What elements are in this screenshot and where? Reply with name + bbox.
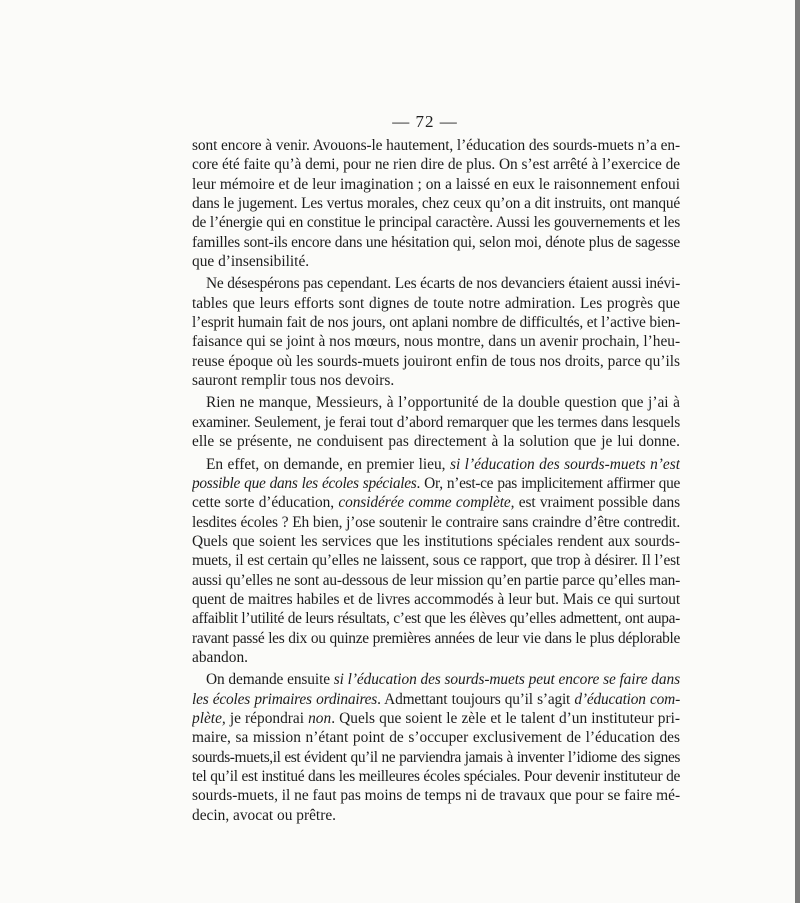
text-line xyxy=(192,786,680,805)
text-run: core été faite qu’à demi, pour ne rien dire de plus. On s’est arrêté à l’exercice de xyxy=(192,156,680,174)
text-line xyxy=(192,709,680,728)
text-line xyxy=(192,532,680,551)
text-line xyxy=(192,175,680,194)
text-line xyxy=(192,371,680,390)
italic-run: les écoles primaires ordinaires xyxy=(192,690,378,708)
text-run: Rien ne manque, Messieurs, à l’opportunité de la double question que j’ai à xyxy=(206,394,680,412)
text-run: cette sorte d’éducation, xyxy=(192,494,339,512)
text-line xyxy=(192,590,680,609)
text-run: sauront remplir tous nos devoirs. xyxy=(192,372,395,390)
text-line xyxy=(192,728,680,747)
text-line xyxy=(192,233,680,252)
text-run: . Quels que soient le zèle et le talent d’un instituteur pri- xyxy=(331,709,680,727)
text-line xyxy=(192,513,680,532)
text-line xyxy=(192,155,680,174)
text-run: leur mémoire et de leur imagination ; on a laissé en eux le raisonnement enfoui xyxy=(192,175,680,193)
text-line xyxy=(192,629,680,648)
text-run: En effet, on demande, en premier lieu, xyxy=(206,455,450,473)
italic-run: plète, xyxy=(192,709,226,727)
text-run: est vraiment possible dans xyxy=(514,494,680,512)
text-line xyxy=(192,609,680,628)
text-line xyxy=(192,806,680,825)
text-run: dans le jugement. Les vertus morales, chez ceux qu’on a dit instruits, ont manqué xyxy=(192,195,680,213)
italic-run: possible que dans les écoles spéciales xyxy=(192,474,417,492)
text-run: quent de maitres habiles et de livres accommodés à leur but. Mais ce qui surtout xyxy=(192,590,680,608)
text-run: . Or, n’est-ce pas implicitement affirmer que xyxy=(416,474,680,492)
text-run: sourds-muets, il ne faut pas moins de temps ni de travaux que pour se faire mé- xyxy=(192,787,680,805)
text-line xyxy=(192,393,680,412)
text-run: Ne désespérons pas cependant. Les écarts de nos devanciers étaient aussi inévi- xyxy=(206,275,680,293)
text-line xyxy=(192,493,680,512)
text-run: On demande ensuite xyxy=(206,671,334,689)
text-run: abandon. xyxy=(192,648,248,666)
text-line xyxy=(192,274,680,293)
text-line xyxy=(192,648,680,667)
text-run: familles sont-ils encore dans une hésitation qui, selon moi, dénote plus de sagesse xyxy=(192,233,680,251)
text-run: sont encore à venir. Avouons-le hautement, l’éducation des sourds-muets n’a en- xyxy=(192,137,680,154)
italic-run: si l’éducation des sourds-muets peut encore se faire dans xyxy=(333,671,680,689)
text-run: reuse époque où les sourds-muets jouiront enfin de tous nos droits, parce qu’ils xyxy=(192,352,680,370)
text-run: tel qu’il est institué dans les meilleures écoles spéciales. Pour devenir instituteur de xyxy=(192,768,680,785)
text-run: examiner. Seulement, je ferai tout d’abord remarquer que les termes dans lesquels xyxy=(192,413,680,431)
text-run: maire, sa mission n’étant point de s’occuper exclusivement de l’éducation des xyxy=(192,729,680,747)
text-line xyxy=(192,455,680,474)
text-line xyxy=(192,474,680,493)
text-run: decin, avocat ou prêtre. xyxy=(192,806,337,824)
text-line xyxy=(192,194,680,213)
text-line xyxy=(192,332,680,351)
text-run: affaiblit l’utilité de leurs résultats, c’est que les élèves qu’elles admettent, ont aupa- xyxy=(192,610,680,628)
body-text xyxy=(192,136,680,825)
text-run: aussi qu’elles ne sont au-dessous de leur mission qu’en partie parce qu’elles man- xyxy=(192,571,680,589)
text-run: tables que leurs efforts sont dignes de toute notre admiration. Les progrès que xyxy=(192,294,680,312)
italic-run: considérée comme complète, xyxy=(338,494,515,512)
italic-run: d’éducation com- xyxy=(574,690,680,708)
text-run: . Admettant toujours qu’il s’agit xyxy=(377,690,575,708)
text-line xyxy=(192,413,680,432)
text-line xyxy=(192,432,680,451)
text-line xyxy=(192,551,680,570)
text-line xyxy=(192,670,680,689)
scan-edge xyxy=(795,0,800,903)
text-run: sourds-muets,il est évident qu’il ne parviendra jamais à inventer l’idiome des signes xyxy=(192,748,680,766)
text-run: elle se présente, ne conduisent pas directement à la solution que je lui donne. xyxy=(192,433,680,451)
text-run: muets, il est certain qu’elles ne laissent, sous ce rapport, que trop à désirer. Il l’est xyxy=(192,552,680,570)
text-run: que d’insensibilité. xyxy=(192,253,310,271)
text-line xyxy=(192,294,680,313)
text-line xyxy=(192,748,680,767)
text-line xyxy=(192,352,680,371)
text-run: l’esprit humain fait de nos jours, ont aplani nombre de difficultés, et l’active bien- xyxy=(192,314,680,332)
text-line xyxy=(192,252,680,271)
text-line xyxy=(192,690,680,709)
page-number: — 72 — xyxy=(392,112,458,131)
text-line xyxy=(192,313,680,332)
text-line xyxy=(192,213,680,232)
text-line xyxy=(192,767,680,786)
text-line xyxy=(192,136,680,155)
text-run: je répondrai xyxy=(225,709,309,727)
italic-run: si l’éducation des sourds-muets n’est xyxy=(449,455,680,473)
italic-run: non xyxy=(308,709,332,727)
text-line xyxy=(192,571,680,590)
text-run: lesdites écoles ? Eh bien, j’ose soutenir le contraire sans craindre d’être contredit. xyxy=(192,513,680,531)
text-run: Quels que soient les services que les institutions spéciales rendent aux sourds- xyxy=(192,532,680,550)
text-run: faisance qui se joint à nos mœurs, nous montre, dans un avenir prochain, l’heu- xyxy=(192,333,680,351)
text-run: ravant passé les dix ou quinze premières années de leur vie dans le plus déplorable xyxy=(192,629,680,647)
text-run: de l’énergie qui en constitue le principal caractère. Aussi les gouvernements et les xyxy=(192,214,680,232)
